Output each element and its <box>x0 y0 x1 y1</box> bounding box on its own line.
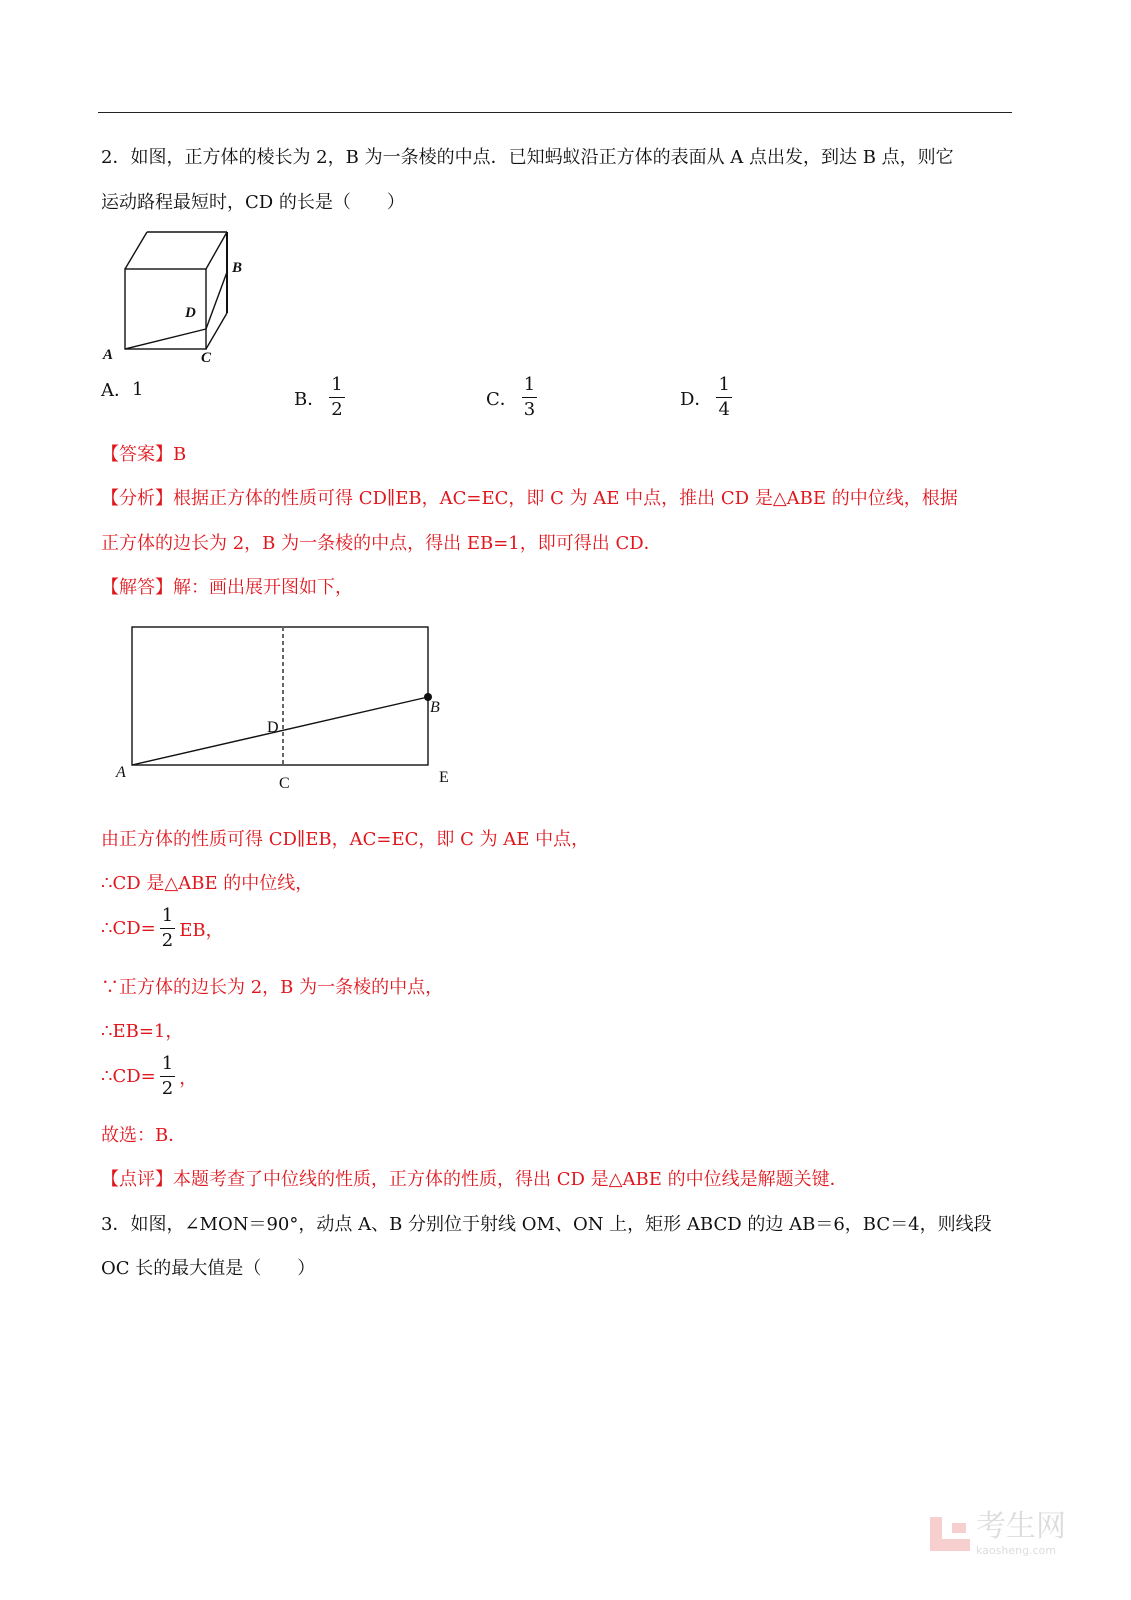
option-a-value: 1 <box>132 378 144 400</box>
option-b-label: B． <box>294 388 326 410</box>
net-label-e: E <box>439 769 449 786</box>
option-a <box>101 376 143 402</box>
unfolded-net-figure <box>110 615 470 800</box>
solution-intro: 【解答】解：画出展开图如下， <box>101 577 353 598</box>
watermark-url: kaosheng.com <box>976 1544 1057 1557</box>
net-label-d: D <box>267 719 279 736</box>
step3-fraction: $\frac{1}{2}$ <box>161 905 174 951</box>
watermark-name: 考生网 <box>976 1509 1066 1544</box>
answer: 【答案】B <box>101 444 187 465</box>
step4: ∵正方体的边长为 2，B 为一条棱的中点， <box>101 977 444 998</box>
q2-stem-line1: 2．如图，正方体的棱长为 2，B 为一条棱的中点．已知蚂蚁沿正方体的表面从 A 点出发，到达 B 点，则它 <box>101 147 954 168</box>
cube-label-c: C <box>201 350 212 366</box>
option-d <box>680 376 736 419</box>
option-c <box>486 376 541 419</box>
header-rule <box>98 112 1012 113</box>
watermark-text <box>976 1510 1066 1557</box>
net-label-c: C <box>279 775 290 792</box>
cube-label-b: B <box>232 260 243 276</box>
watermark <box>930 1510 1066 1557</box>
net-label-a: A <box>116 764 126 781</box>
step6 <box>101 1055 197 1098</box>
watermark-logo-icon <box>930 1517 970 1551</box>
option-c-label: C． <box>486 388 518 410</box>
q2-stem-line2: 运动路程最短时，CD 的长是（ ） <box>101 192 405 213</box>
option-a-label: A． <box>101 380 132 401</box>
option-d-fraction: $\frac{1}{4}$ <box>718 374 730 420</box>
option-b-fraction: $\frac{1}{2}$ <box>331 374 343 420</box>
q3-stem-line1: 3．如图，∠MON＝90°，动点 A、B 分别位于射线 OM、ON 上，矩形 ABCD 的边 AB＝6，BC＝4，则线段 <box>101 1214 992 1235</box>
option-d-label: D． <box>680 388 713 410</box>
cube-label-a: A <box>103 347 114 363</box>
step1: 由正方体的性质可得 CD∥EB，AC=EC，即 C 为 AE 中点， <box>101 829 590 850</box>
step6-prefix: ∴CD= <box>101 1066 156 1087</box>
analysis-line2: 正方体的边长为 2，B 为一条棱的中点，得出 EB=1，即可得出 CD． <box>101 533 662 554</box>
step6-fraction: $\frac{1}{2}$ <box>161 1053 174 1099</box>
comment: 【点评】本题考查了中位线的性质，正方体的性质，得出 CD 是△ABE 的中位线是解题关键． <box>101 1169 848 1190</box>
step3 <box>101 907 224 950</box>
cube-figure <box>95 220 255 370</box>
step3-suffix: EB， <box>179 919 224 941</box>
choice: 故选：B． <box>101 1125 187 1146</box>
step3-prefix: ∴CD= <box>101 918 156 939</box>
step2: ∴CD 是△ABE 的中位线， <box>101 873 314 894</box>
step5: ∴EB=1， <box>101 1021 184 1042</box>
analysis-line1: 【分析】根据正方体的性质可得 CD∥EB，AC=EC，即 C 为 AE 中点，推出 CD 是△ABE 的中位线，根据 <box>101 488 958 509</box>
step6-suffix: ， <box>179 1067 198 1089</box>
q3-stem-line2: OC 长的最大值是（ ） <box>101 1258 316 1279</box>
net-label-b: B <box>430 699 440 716</box>
cube-label-d: D <box>185 305 196 321</box>
option-c-fraction: $\frac{1}{3}$ <box>523 374 536 420</box>
option-b <box>294 376 349 419</box>
